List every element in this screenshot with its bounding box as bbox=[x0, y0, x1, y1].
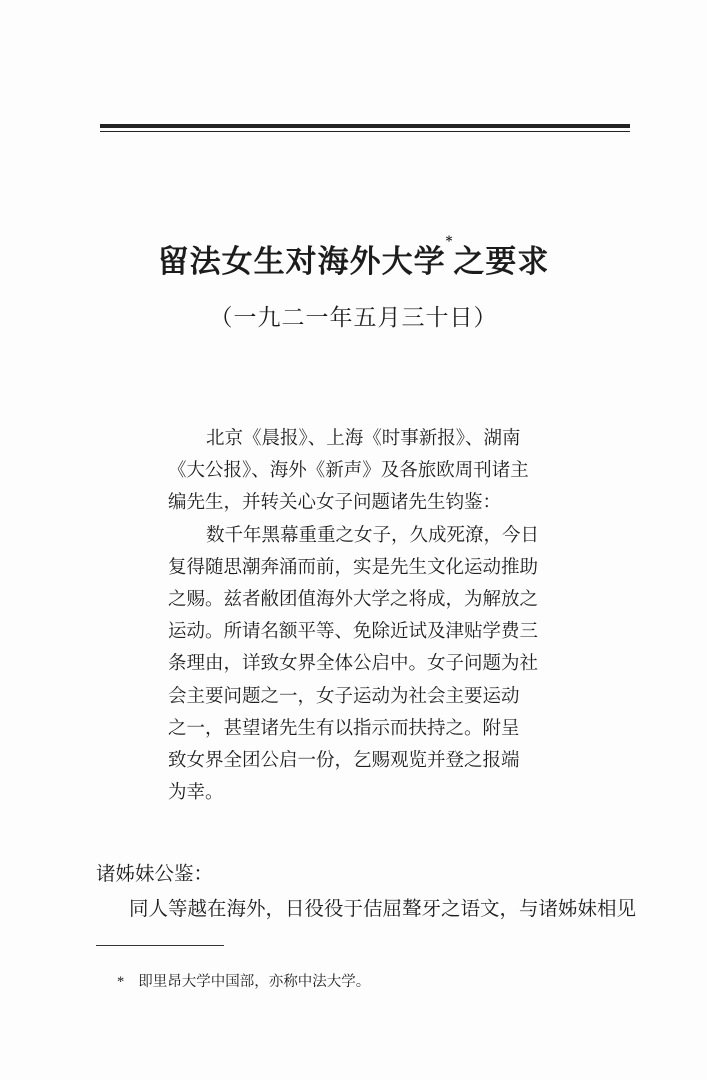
footnote-mark: * bbox=[117, 974, 125, 990]
footnote-text: 即里昂大学中国部，亦称中法大学。 bbox=[138, 974, 371, 990]
letter-block bbox=[168, 423, 558, 809]
title-suffix: 之要求 bbox=[453, 244, 550, 280]
title-footnote-mark: * bbox=[445, 234, 454, 249]
article-date: （一九二一年五月三十日） bbox=[209, 305, 498, 331]
salutation: 诸姊妹公鉴： bbox=[96, 864, 214, 885]
header-rule-thick bbox=[100, 124, 630, 128]
letter-line: 复得随思潮奔涌而前，实是先生文化运动推助 bbox=[168, 556, 539, 578]
footnote bbox=[117, 970, 370, 991]
letter-line: 北京《晨报》、上海《时事新报》、湖南 bbox=[206, 428, 521, 449]
letter-line: 数千年黑幕重重之女子，久成死潦，今日 bbox=[206, 524, 540, 546]
letter-line: 为幸。 bbox=[168, 782, 224, 804]
letter-line: 《大公报》、海外《新声》及各旅欧周刊诸主 bbox=[168, 460, 529, 482]
letter-line: 运动。所请名额平等、免除近试及津贴学费三 bbox=[168, 621, 539, 643]
letter-line: 编先生，并转关心女子问题诸先生钧鉴： bbox=[168, 492, 502, 514]
body-paragraph: 同人等越在海外，日役役于佶屈聱牙之语文，与诸姊妹相见 bbox=[129, 899, 637, 920]
letter-line: 致女界全团公启一份，乞赐观览并登之报端 bbox=[168, 750, 520, 772]
letter-line: 条理由，详致女界全体公启中。女子问题为社 bbox=[168, 653, 539, 675]
letter-line: 之一，甚望诸先生有以指示而扶持之。附呈 bbox=[168, 717, 520, 739]
letter-line: 会主要问题之一，女子运动为社会主要运动 bbox=[168, 685, 520, 707]
footnote-divider bbox=[96, 945, 224, 946]
letter-line: 之赐。兹者敝团值海外大学之将成，为解放之 bbox=[168, 589, 539, 611]
title-text: 留法女生对海外大学 bbox=[157, 244, 446, 280]
article-title bbox=[0, 236, 707, 281]
header-rule-thin bbox=[100, 131, 630, 132]
